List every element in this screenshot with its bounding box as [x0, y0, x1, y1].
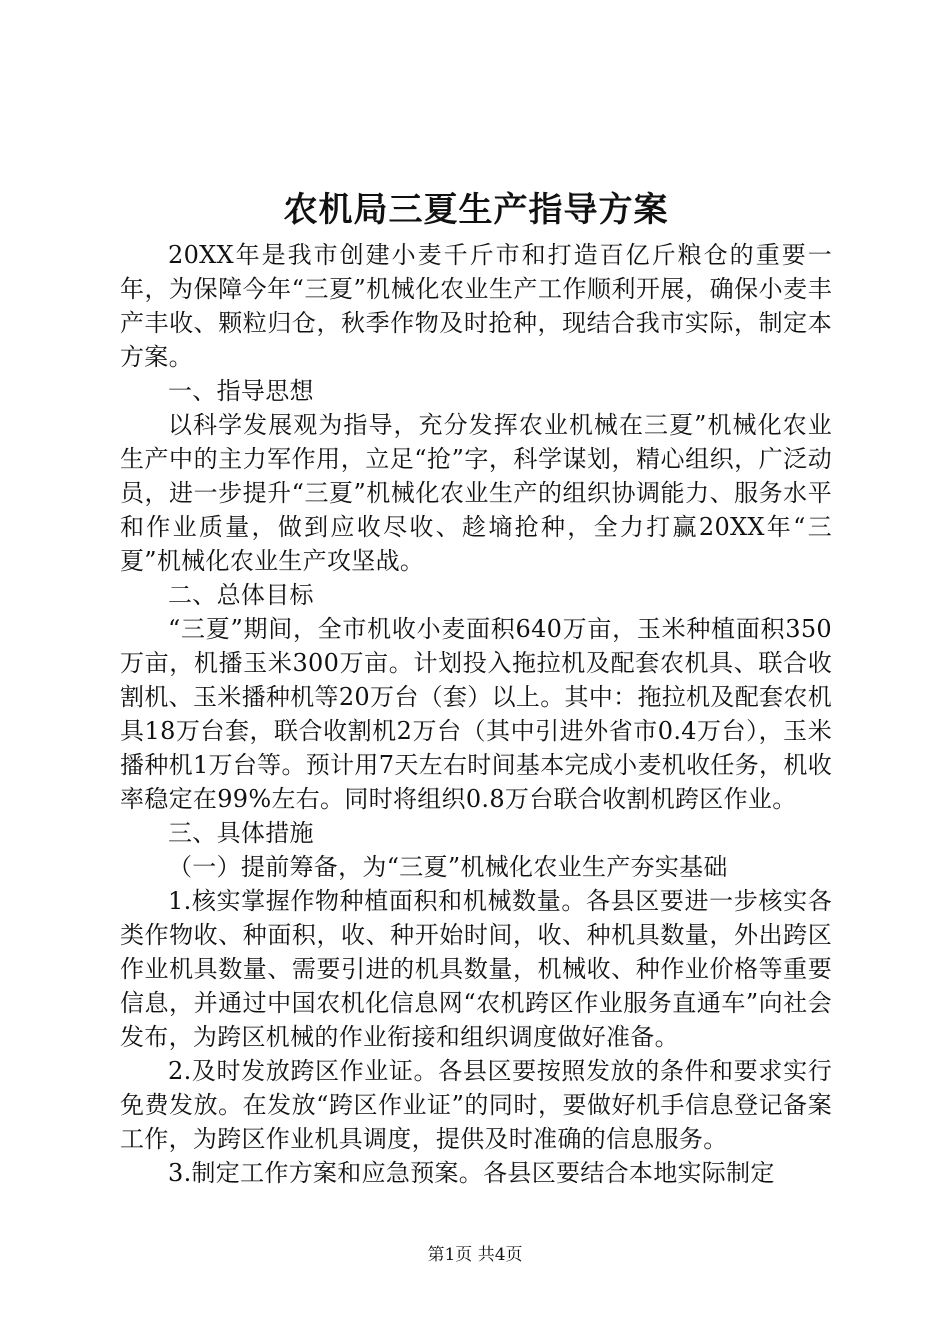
document-page [120, 184, 832, 1190]
paragraph-guiding-thought: 以科学发展观为指导，充分发挥农业机械在三夏”机械化农业生产中的主力军作用，立足“抢”字，科学谋划，精心组织，广泛动员，进一步提升“三夏”机械化农业生产的组织协调能力、服务水平和作业质量，做到应收尽收、趁墒抢种，全力打赢20XX年“三夏”机械化农业生产攻坚战。 [120, 411, 832, 575]
paragraph-measure-2: 2.及时发放跨区作业证。各县区要按照发放的条件和要求实行免费发放。在发放“跨区作业证”的同时，要做好机手信息登记备案工作，为跨区作业机具调度，提供及时准确的信息服务。 [120, 1057, 832, 1153]
paragraph-intro: 20XX年是我市创建小麦千斤市和打造百亿斤粮仓的重要一年，为保障今年“三夏”机械化农业生产工作顺利开展，确保小麦丰产丰收、颗粒归仓，秋季作物及时抢种，现结合我市实际，制定本方案。 [120, 241, 832, 371]
document-title: 农机局三夏生产指导方案 [283, 190, 669, 230]
paragraph-measure-3: 3.制定工作方案和应急预案。各县区要结合本地实际制定 [168, 1159, 775, 1187]
paragraph-overall-goal: “三夏”期间，全市机收小麦面积640万亩，玉米种植面积350万亩，机播玉米300万亩。计划投入拖拉机及配套农机具、联合收割机、玉米播种机等20万台（套）以上。其中：拖拉机及配套农机具18万台套，联合收割机2万台（其中引进外省市0.4万台），玉米播种机1万台等。预计用7天左右时间基本完成小麦机收任务，机收率稳定在99%左右。同时将组织0.8万台联合收割机跨区作业。 [120, 615, 832, 813]
heading-overall-goal: 二、总体目标 [168, 581, 314, 609]
heading-specific-measures: 三、具体措施 [168, 819, 314, 847]
paragraph-measure-1: 1.核实掌握作物种植面积和机械数量。各县区要进一步核实各类作物收、种面积，收、种开始时间，收、种机具数量，外出跨区作业机具数量、需要引进的机具数量，机械收、种作业价格等重要信息，并通过中国农机化信息网“农机跨区作业服务直通车”向社会发布，为跨区机械的作业衔接和组织调度做好准备。 [120, 887, 832, 1051]
heading-guiding-thought: 一、指导思想 [168, 377, 314, 405]
subheading-preparation: （一）提前筹备，为“三夏”机械化农业生产夯实基础 [168, 853, 728, 881]
page-number-footer: 第1页 共4页 [427, 1245, 523, 1265]
